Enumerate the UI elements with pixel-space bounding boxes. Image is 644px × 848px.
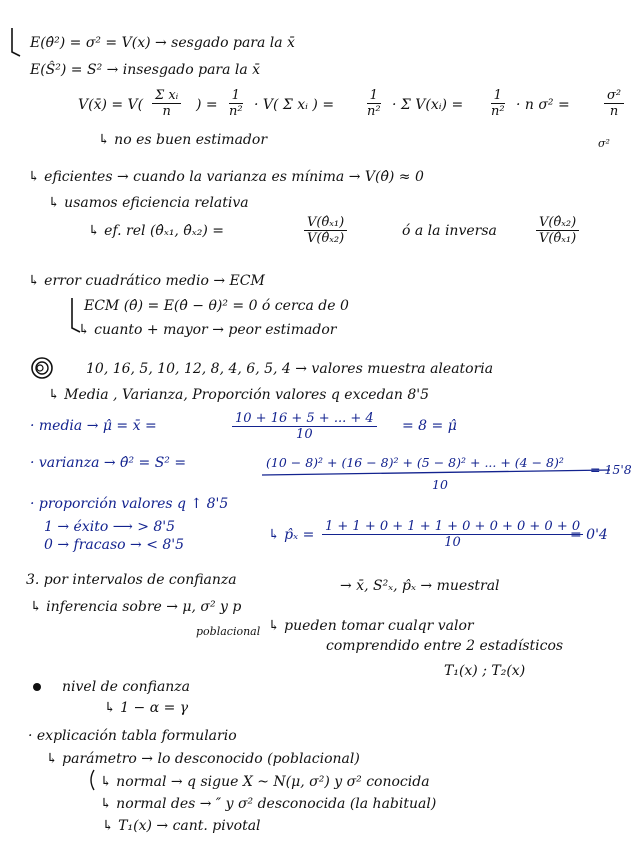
- note-line-9: ECM (θ̂) = E(θ̂ − θ)² = 0 ó cerca de 0: [84, 298, 349, 314]
- fraction-denominator: n²: [229, 104, 243, 119]
- note-line-14a: · varianza → θ̂² = S² =: [30, 455, 187, 471]
- note-line-21: comprendido entre 2 estadísticos: [326, 638, 564, 654]
- note-line-12: ↳ Media , Varianza, Proporción valores q excedan 8'5: [48, 387, 430, 403]
- note-line-5: ↳ eficientes → cuando la varianza es mínima → V(θ̂) ≈ 0: [28, 169, 424, 185]
- note-line-25: · explicación tabla formulario: [28, 728, 237, 744]
- fraction-one-over-n2-a: [226, 88, 246, 119]
- note-line-26: ↳ parámetro → lo desconocido (poblacional): [46, 751, 360, 767]
- fraction-proportion: [322, 519, 583, 550]
- note-line-16: 1 → éxito ⟶ > 8'5: [44, 519, 176, 535]
- note-line-15: · proporción valores q ↑ 8'5: [30, 496, 229, 512]
- fraction-one-over-n2-b: [364, 88, 384, 119]
- note-line-3i: · n σ² =: [516, 97, 570, 113]
- note-line-27: ↳ normal → q sigue X ~ N(μ, σ²) y σ² conocida: [100, 774, 430, 790]
- note-line-3g: · Σ V(xᵢ) =: [392, 97, 464, 113]
- fraction-sigma2-over-n: [604, 88, 624, 119]
- note-line-24: ↳ 1 − α = γ: [104, 700, 189, 716]
- fraction-sum-over-n: [152, 88, 181, 119]
- fraction-numerator: 1: [229, 88, 243, 104]
- fraction-one-over-n2-c: [488, 88, 508, 119]
- fraction-numerator: 1: [367, 88, 381, 104]
- note-line-18b: → x̄, S²ₓ, p̂ₓ → muestral: [340, 578, 500, 594]
- note-line-3c: ) =: [196, 97, 218, 113]
- fraction-numerator: 1: [491, 88, 505, 104]
- fraction-numerator: Σ xᵢ: [152, 88, 181, 104]
- fraction-mean: [232, 411, 377, 442]
- note-line-29: ↳ T₁(x) → cant. pivotal: [102, 818, 261, 834]
- note-line-2: E(Ŝ²) = S² → insesgado para la x̄: [30, 62, 261, 78]
- fraction-denominator: 10: [296, 427, 313, 442]
- note-line-20b: ↳ pueden tomar cualqr valor: [268, 618, 474, 634]
- fraction-numerator: 1 + 1 + 0 + 1 + 1 + 0 + 0 + 0 + 0 + 0: [322, 519, 583, 535]
- note-line-10: ↳ cuanto + mayor → peor estimador: [78, 322, 337, 338]
- note-line-20a: poblacional: [196, 625, 261, 638]
- note-line-19a: ↳ inferencia sobre → μ, σ² y p: [30, 599, 242, 615]
- note-line-3k: σ²: [598, 137, 610, 150]
- note-line-28: ↳ normal des → ″ y σ² desconocida (la habitual): [100, 796, 437, 812]
- fraction-denominator: n²: [367, 104, 381, 119]
- fraction-numerator: 10 + 16 + 5 + ... + 4: [232, 411, 377, 427]
- note-line-3e: · V( Σ xᵢ ) =: [254, 97, 335, 113]
- fraction-denominator: n: [609, 104, 619, 119]
- fraction-numerator: σ²: [604, 88, 624, 104]
- note-line-23: nivel de confianza: [62, 679, 191, 695]
- fraction-denominator: V(θ̂ₓ₁): [539, 231, 577, 246]
- fraction-denominator: n²: [491, 104, 505, 119]
- note-line-6: ↳ usamos eficiencia relativa: [48, 195, 249, 211]
- note-line-17: 0 → fracaso → < 8'5: [44, 537, 185, 553]
- note-line-7c: ó a la inversa: [402, 223, 497, 239]
- note-line-14b-numerator: (10 − 8)² + (16 − 8)² + (5 − 8)² + ... + (4 − 8)²: [266, 455, 564, 470]
- note-line-13a: · media → μ̂ = x̄ =: [30, 418, 157, 434]
- note-line-16d: = 0'4: [570, 527, 608, 543]
- fraction-denominator: V(θ̂ₓ₂): [307, 231, 345, 246]
- note-line-3a: V(x̄) = V(: [78, 97, 144, 113]
- note-line-13c: = 8 = μ̂: [402, 418, 457, 434]
- note-line-22: T₁(x) ; T₂(x): [444, 663, 526, 679]
- note-line-16b: ↳ p̂ₓ =: [268, 527, 315, 543]
- note-line-8: ↳ error cuadrático medio → ECM: [28, 273, 265, 289]
- fraction-numerator: V(θ̂ₓ₁): [304, 215, 347, 231]
- note-line-14c: = 15'8: [590, 462, 632, 477]
- note-line-18a: 3. por intervalos de confianza: [26, 572, 237, 588]
- fraction-efrel-a: [304, 215, 347, 246]
- note-line-7a: ↳ ef. rel (θ̂ₓ₁, θ̂ₓ₂) =: [88, 223, 224, 239]
- note-line-11: 10, 16, 5, 10, 12, 8, 4, 6, 5, 4 → valores muestra aleatoria: [86, 361, 494, 377]
- fraction-efrel-b: [536, 215, 579, 246]
- fraction-denominator: 10: [444, 535, 461, 550]
- fraction-numerator: V(θ̂ₓ₂): [536, 215, 579, 231]
- fraction-denominator: n: [162, 104, 171, 119]
- note-line-1: E(θ̂²) = σ² = V(x) → sesgado para la x̄: [30, 35, 295, 51]
- note-line-4: ↳ no es buen estimador: [98, 132, 268, 148]
- note-line-14b-denominator: 10: [432, 477, 448, 492]
